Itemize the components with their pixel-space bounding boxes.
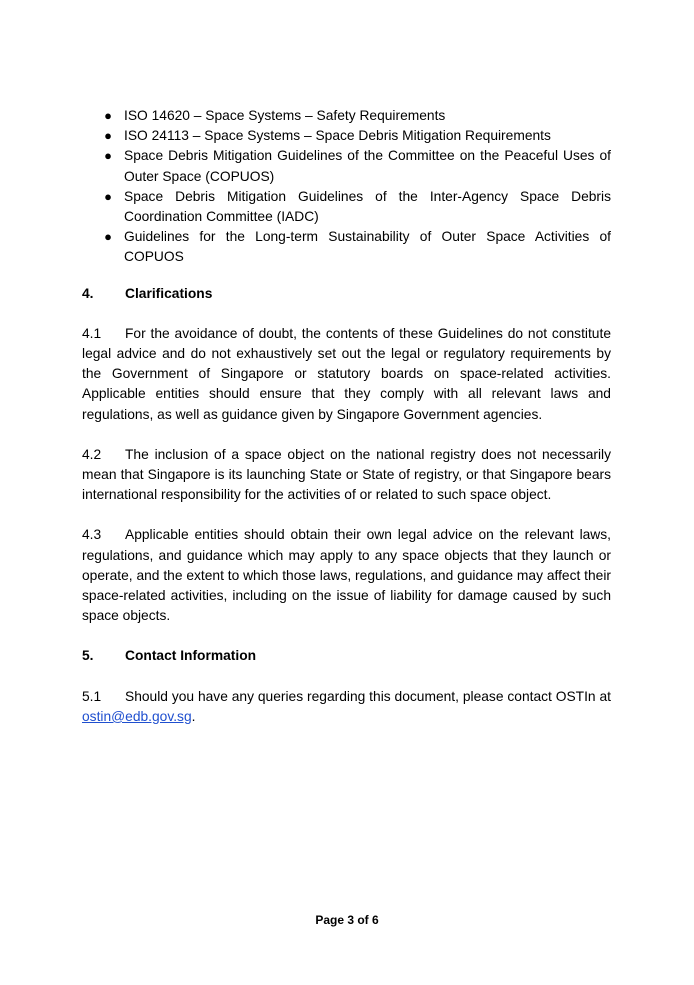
bullet-icon: ● xyxy=(104,188,112,204)
section-4-heading xyxy=(82,284,611,304)
bullet-item xyxy=(82,187,611,227)
paragraph-text: Applicable entities should obtain their own legal advice on the relevant laws, regulations, and guidance which may apply to any space objects that they launch or operate, and the extent to which those laws, regulations, and guidance may affect their space-related activities, including on the issue of liability for damage caused by such space objects. xyxy=(82,527,611,624)
section-5-heading xyxy=(82,646,611,666)
bullet-text: Guidelines for the Long-term Sustainability of Outer Space Activities of COPUOS xyxy=(124,229,611,265)
section-number: 5. xyxy=(82,648,94,664)
bullet-text: ISO 14620 – Space Systems – Safety Requirements xyxy=(124,108,446,123)
paragraph-5-1 xyxy=(82,687,611,727)
paragraph-text-end: . xyxy=(191,708,196,724)
bullet-text: ISO 24113 – Space Systems – Space Debris Mitigation Requirements xyxy=(124,128,551,144)
bullet-icon: ● xyxy=(104,128,112,144)
page-number-footer: Page 3 of 6 xyxy=(315,913,379,927)
bullet-item xyxy=(82,146,611,186)
bullet-text: Space Debris Mitigation Guidelines of the Inter-Agency Space Debris Coordination Committee (IADC) xyxy=(124,188,611,225)
paragraph-4-3 xyxy=(82,525,611,626)
contact-email-link[interactable]: ostin@edb.gov.sg xyxy=(82,708,192,724)
page-content xyxy=(82,106,611,727)
section-number: 4. xyxy=(82,285,94,301)
paragraph-4-1 xyxy=(82,324,611,425)
paragraph-text: For the avoidance of doubt, the contents of these Guidelines do not constitute legal advice and do not exhaustively set out the legal or regulatory requirements by the Government of Singapore or statutory boards on space-related activities. Applicable entities should ensure that they comply with all relevant laws and regulations, as well as guidance given by Singapore Government agencies. xyxy=(82,325,611,422)
bullet-icon: ● xyxy=(104,108,112,123)
paragraph-number: 4.2 xyxy=(82,446,102,462)
paragraph-number: 4.1 xyxy=(82,325,102,341)
section-title: Contact Information xyxy=(125,648,257,664)
paragraph-text: Should you have any queries regarding this document, please contact OSTIn at xyxy=(125,688,611,704)
bullet-item xyxy=(82,227,611,267)
paragraph-4-2 xyxy=(82,445,611,506)
bullet-icon: ● xyxy=(104,148,112,164)
paragraph-text: The inclusion of a space object on the national registry does not necessarily mean that Singapore is its launching State or State of registry, or that Singapore bears international responsibility for the activities of or related to such space object. xyxy=(82,446,611,503)
standards-bullet-list xyxy=(82,106,611,268)
bullet-item xyxy=(82,106,611,126)
paragraph-number: 5.1 xyxy=(82,688,102,704)
paragraph-number: 4.3 xyxy=(82,527,102,543)
section-title: Clarifications xyxy=(125,285,213,301)
bullet-item xyxy=(82,126,611,146)
bullet-text: Space Debris Mitigation Guidelines of the Committee on the Peaceful Uses of Outer Space (COPUOS) xyxy=(124,148,611,184)
bullet-icon: ● xyxy=(104,229,112,245)
